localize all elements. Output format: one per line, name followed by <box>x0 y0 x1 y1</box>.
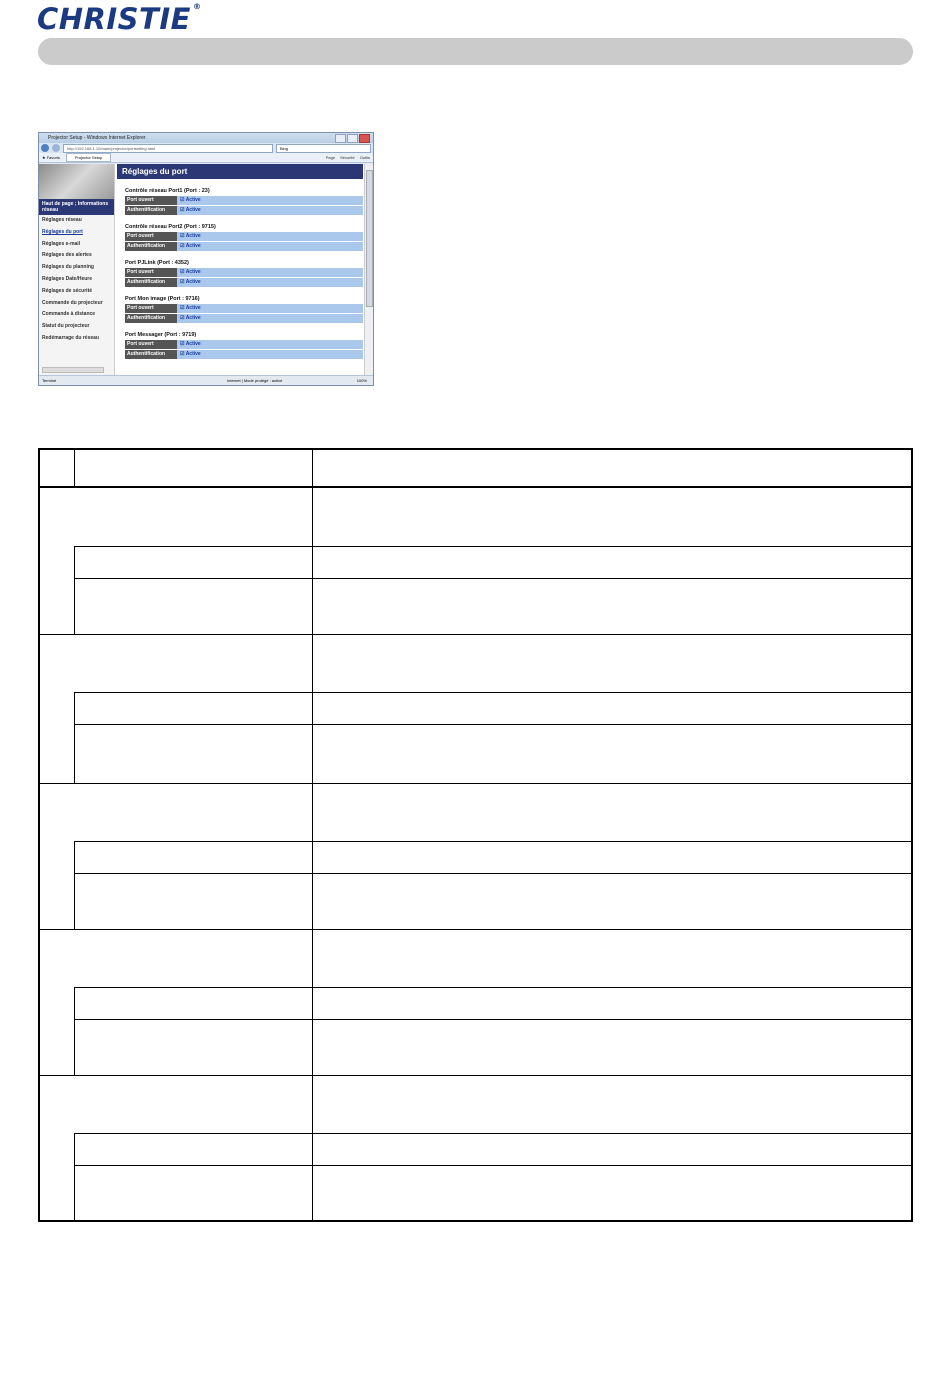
zoom-level[interactable]: 100% <box>356 378 367 383</box>
sidebar-item-schedule-settings[interactable]: Réglages du planning <box>42 264 94 271</box>
description-table <box>38 448 913 1222</box>
auth-label: Authentification <box>125 278 177 287</box>
port-section <box>117 222 363 251</box>
port-open-row <box>125 340 363 349</box>
section-title: Port Messager (Port : 9719) <box>125 332 197 338</box>
port-open-row <box>125 268 363 277</box>
status-zone: Internet | Mode protégé : activé <box>227 378 283 383</box>
auth-row <box>125 206 363 215</box>
favorites-bar <box>39 153 373 163</box>
table-row-rule <box>74 841 911 842</box>
sidebar-item-top-page[interactable]: Haut de page ; Informations réseau <box>39 199 114 215</box>
auth-checkbox[interactable]: ☑ Active <box>177 314 363 323</box>
sidebar-item-alert-settings[interactable]: Réglages des alertes <box>42 252 92 259</box>
port-open-row <box>125 196 363 205</box>
table-header-rule <box>40 486 911 488</box>
back-icon[interactable] <box>41 144 49 152</box>
forward-icon[interactable] <box>52 144 60 152</box>
auth-row <box>125 314 363 323</box>
main-panel <box>117 164 363 376</box>
auth-row <box>125 350 363 359</box>
page-menu[interactable]: Page <box>325 155 336 160</box>
sidebar-item-email-settings[interactable]: Réglages e-mail <box>42 240 81 247</box>
port-open-checkbox[interactable]: ☑ Active <box>177 304 363 313</box>
table-row-rule <box>74 546 911 547</box>
auth-row <box>125 278 363 287</box>
table-group-rule <box>40 929 911 930</box>
vertical-scrollbar[interactable] <box>364 164 373 376</box>
table-row-rule <box>74 987 911 988</box>
auth-checkbox[interactable]: ☑ Active <box>177 206 363 215</box>
browser-titlebar <box>39 133 373 143</box>
table-subcol-rule <box>74 841 75 929</box>
sidebar <box>39 164 115 376</box>
auth-checkbox[interactable]: ☑ Active <box>177 278 363 287</box>
auth-label: Authentification <box>125 206 177 215</box>
port-open-label: Port ouvert <box>125 304 177 313</box>
table-subcol-rule <box>74 987 75 1075</box>
port-open-label: Port ouvert <box>125 196 177 205</box>
sidebar-image <box>39 164 114 199</box>
table-group-rule <box>40 634 911 635</box>
port-sections <box>117 186 363 359</box>
address-bar[interactable]: http://192.168.1.10/main/projector/portsetting.html <box>63 144 273 153</box>
section-title: Contrôle réseau Port2 (Port : 9715) <box>125 224 216 230</box>
sidebar-item-security-settings[interactable]: Réglages de sécurité <box>42 287 93 294</box>
table-group-rule <box>40 1075 911 1076</box>
table-subcol-rule <box>74 1133 75 1220</box>
address-row <box>39 143 373 153</box>
port-open-label: Port ouvert <box>125 232 177 241</box>
security-menu[interactable]: Sécurité <box>340 155 355 160</box>
sidebar-item-remote-control[interactable]: Commande à distance <box>42 311 96 318</box>
page-content <box>39 164 373 376</box>
table-col-rule <box>312 450 313 1220</box>
minimize-icon[interactable] <box>335 134 346 143</box>
scrollbar-thumb[interactable] <box>366 170 373 307</box>
table-group-rule <box>40 783 911 784</box>
tools-menu[interactable]: Outils <box>359 155 370 160</box>
port-open-label: Port ouvert <box>125 268 177 277</box>
port-open-checkbox[interactable]: ☑ Active <box>177 268 363 277</box>
close-icon[interactable] <box>359 134 370 143</box>
port-section <box>117 258 363 287</box>
table-row-rule <box>74 1019 911 1020</box>
table-subcol-rule <box>74 546 75 634</box>
port-open-checkbox[interactable]: ☑ Active <box>177 340 363 349</box>
auth-checkbox[interactable]: ☑ Active <box>177 350 363 359</box>
port-section <box>117 330 363 359</box>
sidebar-item-projector-status[interactable]: Statut du projecteur <box>42 323 90 330</box>
table-row-rule <box>74 873 911 874</box>
table-row-rule <box>74 1133 911 1134</box>
table-col-rule <box>74 450 75 486</box>
status-bar <box>39 375 373 385</box>
auth-row <box>125 242 363 251</box>
auth-checkbox[interactable]: ☑ Active <box>177 242 363 251</box>
search-input[interactable]: Bing <box>276 144 371 153</box>
tab-projector-setup[interactable]: Projector Setup <box>66 153 112 162</box>
auth-label: Authentification <box>125 314 177 323</box>
window-title: Projector Setup - Windows Internet Explorer <box>48 135 146 141</box>
port-section <box>117 186 363 215</box>
christie-logo: CHRISTIE ® <box>37 2 202 36</box>
status-text: Terminé <box>42 378 57 383</box>
port-section <box>117 294 363 323</box>
sidebar-item-network-settings[interactable]: Réglages réseau <box>42 217 82 223</box>
table-row-rule <box>74 1165 911 1166</box>
horizontal-scrollbar[interactable] <box>42 367 104 373</box>
sidebar-item-network-restart[interactable]: Redémarrage du réseau <box>42 334 99 341</box>
section-title: Contrôle réseau Port1 (Port : 23) <box>125 188 210 194</box>
table-row-rule <box>74 692 911 693</box>
port-open-checkbox[interactable]: ☑ Active <box>177 196 363 205</box>
port-open-checkbox[interactable]: ☑ Active <box>177 232 363 241</box>
favorites-button[interactable]: ★ Favoris <box>42 155 60 160</box>
port-open-row <box>125 304 363 313</box>
sidebar-item-port-settings[interactable]: Réglages du port <box>42 228 83 235</box>
table-row-rule <box>74 724 911 725</box>
auth-label: Authentification <box>125 242 177 251</box>
browser-screenshot <box>38 132 374 386</box>
port-open-row <box>125 232 363 241</box>
auth-label: Authentification <box>125 350 177 359</box>
maximize-icon[interactable] <box>347 134 358 143</box>
sidebar-item-projector-control[interactable]: Commande du projecteur <box>42 299 103 306</box>
section-title: Port PJLink (Port : 4352) <box>125 260 189 266</box>
port-open-label: Port ouvert <box>125 340 177 349</box>
section-title: Port Mon image (Port : 9716) <box>125 296 200 302</box>
table-row-rule <box>74 578 911 579</box>
page-title: Réglages du port <box>117 164 363 179</box>
table-subcol-rule <box>74 692 75 783</box>
header-bar <box>38 38 913 65</box>
sidebar-item-datetime-settings[interactable]: Réglages Date/Heure <box>42 275 93 282</box>
